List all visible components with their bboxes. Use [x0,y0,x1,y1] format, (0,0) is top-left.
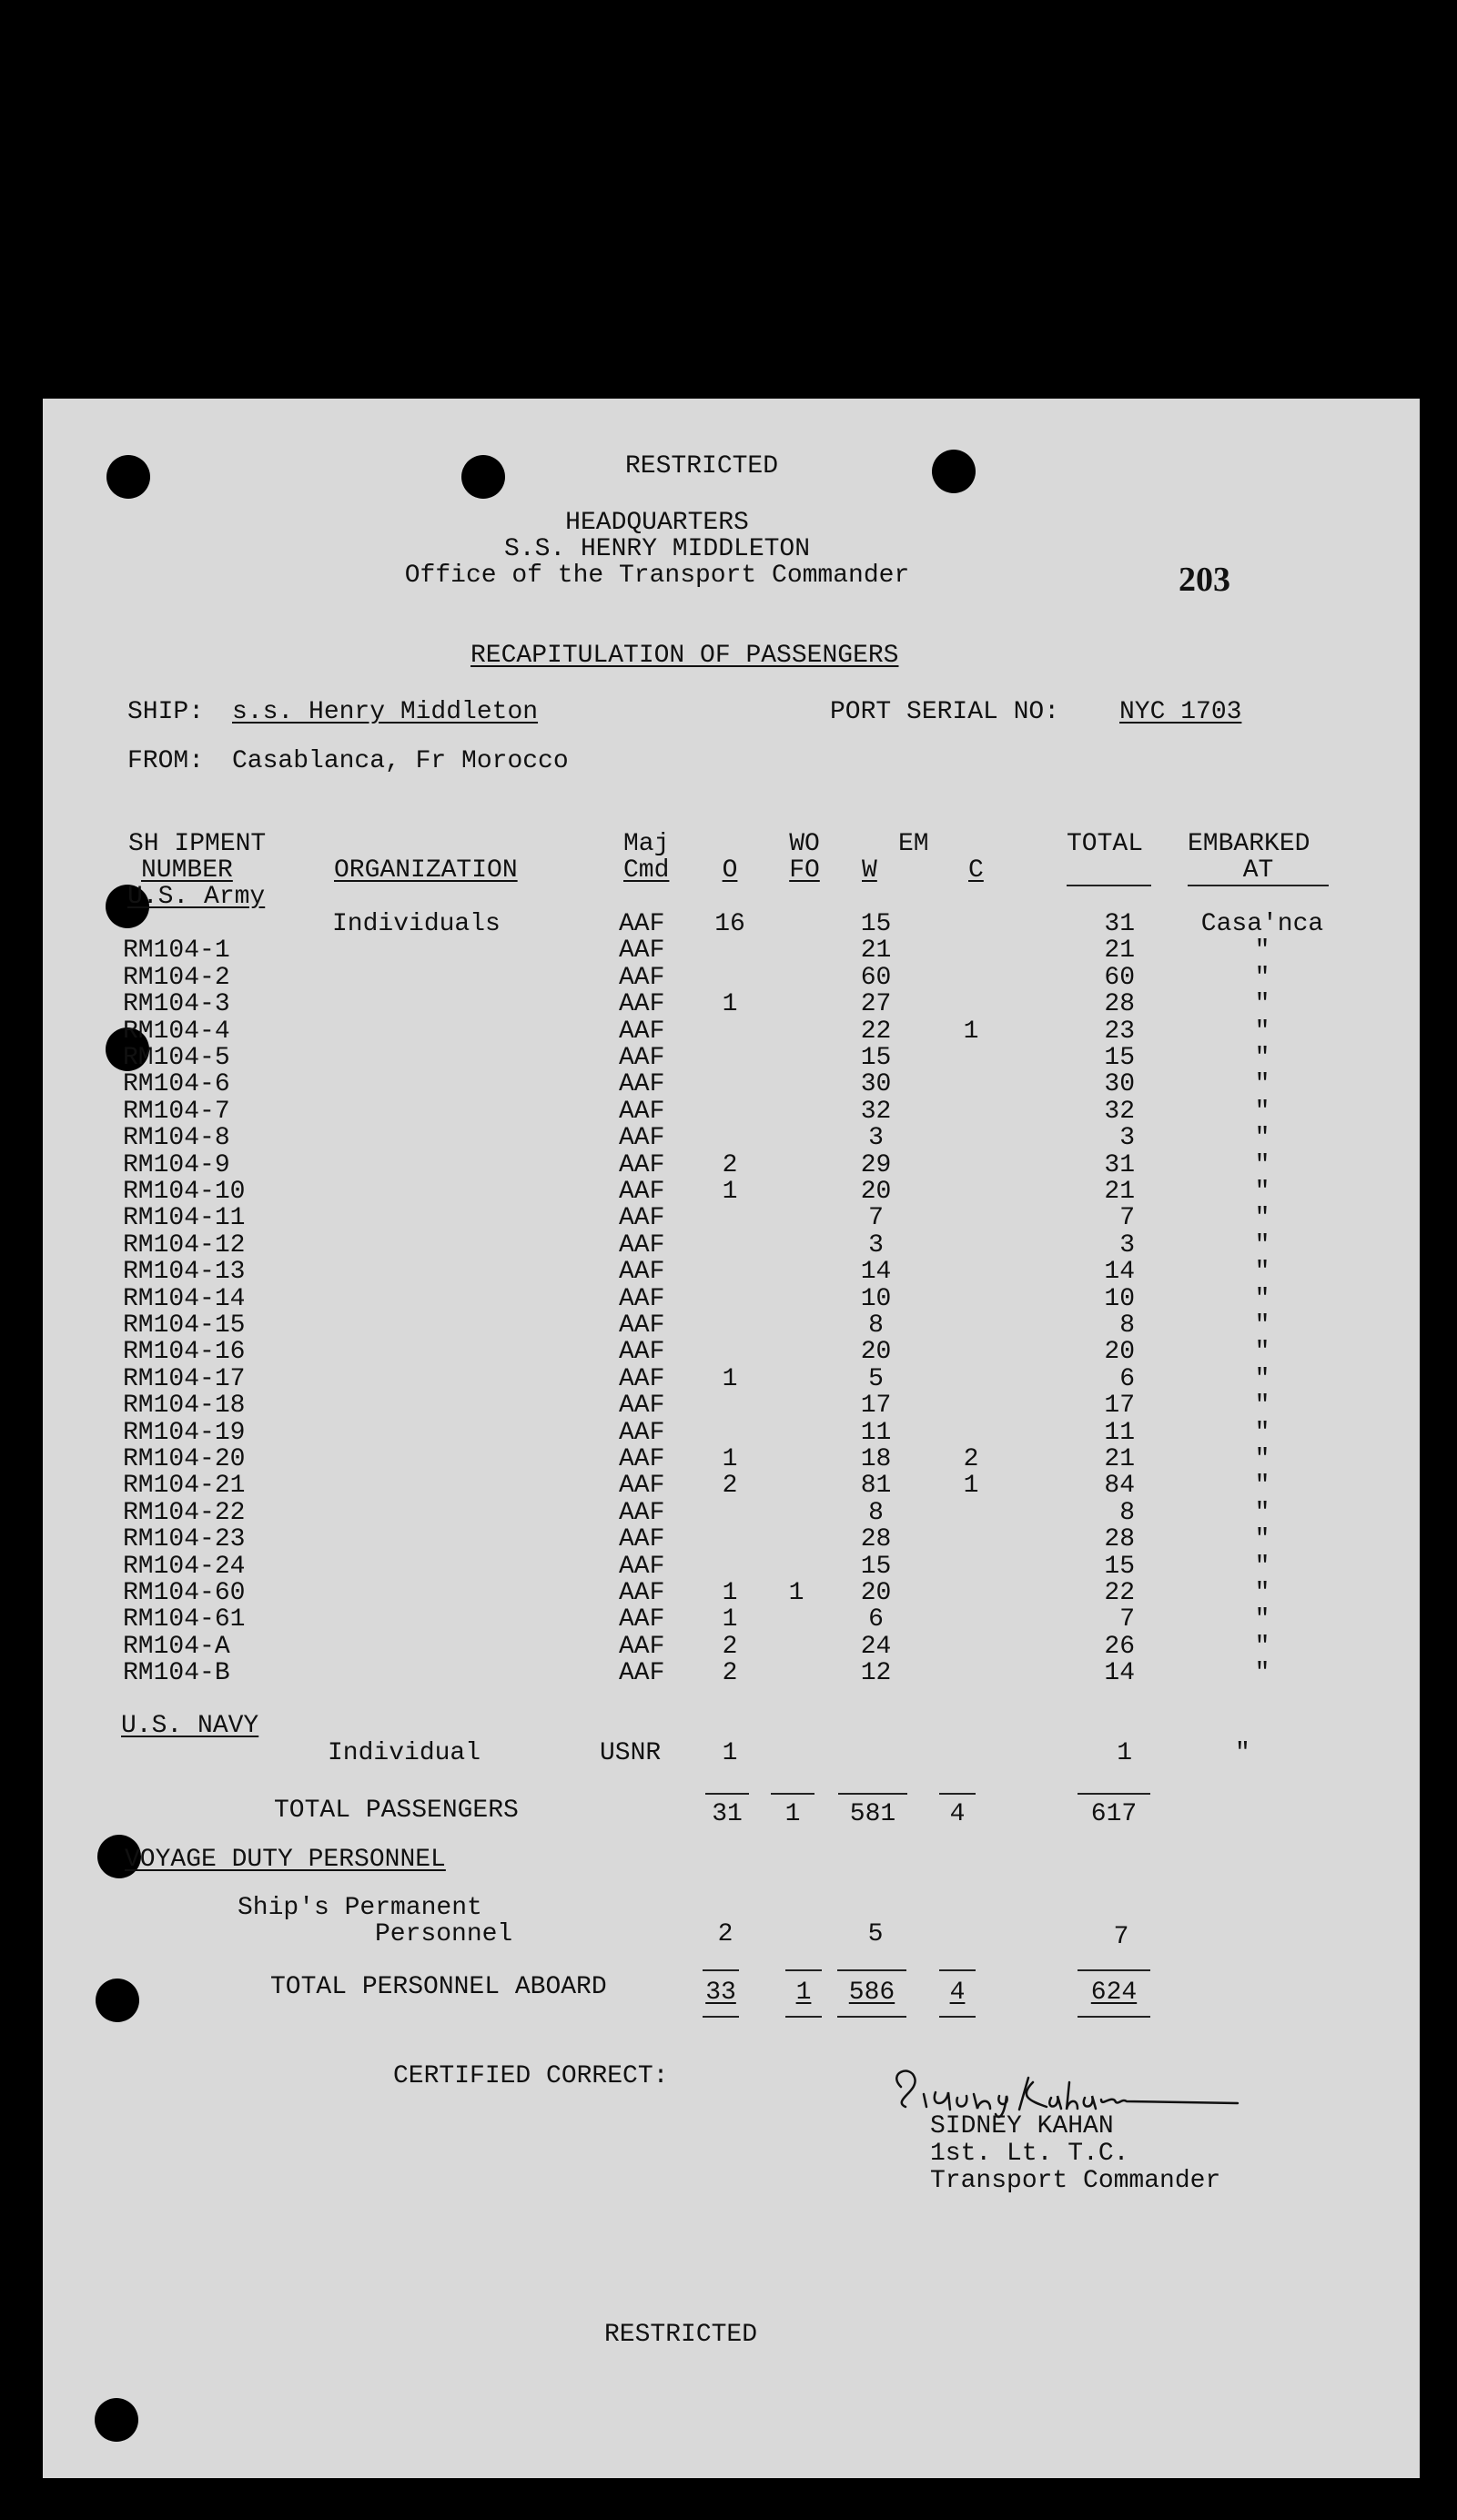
enlisted-white: 60 [860,964,892,992]
total-passengers-c: 4 [949,1800,966,1828]
total-passengers-total: 617 [1090,1800,1138,1828]
row-total: 26 [1104,1633,1135,1661]
shipment-number: RM104-9 [123,1151,230,1179]
shipment-number: RM104-61 [123,1605,246,1634]
col-wo: WO [789,830,820,858]
officers: 1 [722,1605,738,1634]
voyage-label-2: Personnel [375,1920,513,1948]
row-total: 28 [1104,1525,1135,1553]
shipment-number: RM104-11 [123,1204,246,1232]
enlisted-white: 22 [860,1017,892,1046]
embarked-at: " [1254,1258,1270,1286]
navy-embarked: " [1235,1739,1250,1767]
shipment-number: RM104-16 [123,1338,246,1366]
rule [939,1969,976,1971]
voyage-w: 5 [867,1920,884,1948]
embarked-at: " [1254,1285,1270,1313]
row-total: 32 [1104,1098,1135,1126]
enlisted-white: 15 [860,910,892,938]
embarked-at: " [1254,1392,1270,1420]
total-aboard-wo: 1 [795,1979,812,2007]
port-serial-value: NYC 1703 [1119,698,1242,726]
punch-hole [461,455,505,499]
embarked-at: " [1254,1499,1270,1527]
col-at: AT [1242,856,1274,885]
row-total: 3 [1119,1124,1135,1152]
major-command: AAF [619,964,665,992]
embarked-at: " [1254,1098,1270,1126]
row-total: 11 [1104,1419,1135,1447]
embarked-at: " [1254,1579,1270,1607]
officers: 2 [722,1659,738,1687]
enlisted-white: 10 [860,1285,892,1313]
enlisted-white: 8 [868,1311,884,1340]
major-command: AAF [619,1499,665,1527]
officers: 1 [722,1178,738,1206]
enlisted-white: 11 [860,1419,892,1447]
embarked-at: " [1254,1472,1270,1500]
punch-hole [106,455,150,499]
major-command: AAF [619,1392,665,1420]
org-headquarters: HEADQUARTERS [565,509,749,537]
rule [939,1793,976,1795]
shipment-number: RM104-12 [123,1231,246,1260]
col-officers: O [722,856,738,885]
embarked-at: " [1254,1017,1270,1046]
rule [837,2016,906,2018]
enlisted-white: 15 [860,1553,892,1581]
punch-hole [96,1979,139,2022]
restricted-bottom: RESTRICTED [604,2321,758,2349]
enlisted-white: 6 [868,1605,884,1634]
org-office: Office of the Transport Commander [404,562,910,590]
shipment-number: RM104-3 [123,990,230,1018]
officers: 1 [722,1445,738,1473]
enlisted-white: 8 [868,1499,884,1527]
enlisted-white: 81 [860,1472,892,1500]
shipment-number: RM104-7 [123,1098,230,1126]
page-number: 203 [1179,561,1230,599]
row-total: 7 [1119,1204,1135,1232]
enlisted-white: 21 [860,936,892,965]
shipment-number: RM104-15 [123,1311,246,1340]
row-total: 84 [1104,1472,1135,1500]
col-em-w: W [862,856,877,885]
enlisted-white: 29 [860,1151,892,1179]
embarked-at: " [1254,1204,1270,1232]
embarked-at: " [1254,1659,1270,1687]
col-number: NUMBER [141,856,233,885]
officers: 1 [722,1365,738,1393]
row-total: 28 [1104,990,1135,1018]
shipment-number: RM104-17 [123,1365,246,1393]
enlisted-colored: 1 [963,1472,979,1500]
major-command: AAF [619,1633,665,1661]
row-total: 23 [1104,1017,1135,1046]
embarked-at: " [1254,1231,1270,1260]
document-title: RECAPITULATION OF PASSENGERS [470,642,899,670]
major-command: AAF [619,1472,665,1500]
embarked-at: " [1254,1633,1270,1661]
navy-officers: 1 [722,1739,738,1767]
col-majcmd-2: Cmd [623,856,670,885]
section-army: U.S. Army [127,883,266,911]
rule [838,1793,907,1795]
major-command: AAF [619,1044,665,1072]
enlisted-colored: 2 [963,1445,979,1473]
enlisted-white: 30 [860,1070,892,1098]
row-total: 6 [1119,1365,1135,1393]
embarked-at: " [1254,1553,1270,1581]
enlisted-white: 27 [860,990,892,1018]
total-passengers-o: 31 [712,1800,743,1828]
major-command: AAF [619,1231,665,1260]
enlisted-white: 14 [860,1258,892,1286]
enlisted-white: 18 [860,1445,892,1473]
restricted-top: RESTRICTED [625,452,779,481]
row-total: 60 [1104,964,1135,992]
enlisted-white: 20 [860,1338,892,1366]
embarked-at: " [1254,1070,1270,1098]
from-value: Casablanca, Fr Morocco [232,747,569,775]
major-command: AAF [619,1204,665,1232]
major-command: AAF [619,910,665,938]
enlisted-white: 20 [860,1178,892,1206]
enlisted-white: 12 [860,1659,892,1687]
organization: Individuals [332,910,501,938]
shipment-number: RM104-10 [123,1178,246,1206]
major-command: AAF [619,1525,665,1553]
enlisted-white: 32 [860,1098,892,1126]
major-command: AAF [619,1445,665,1473]
navy-org: Individual [328,1739,481,1767]
enlisted-white: 15 [860,1044,892,1072]
enlisted-white: 3 [868,1124,884,1152]
officers: 1 [722,1579,738,1607]
officers: 2 [722,1633,738,1661]
row-total: 7 [1119,1605,1135,1634]
row-total: 30 [1104,1070,1135,1098]
shipment-number: RM104-5 [123,1044,230,1072]
shipment-number: RM104-8 [123,1124,230,1152]
enlisted-white: 3 [868,1231,884,1260]
major-command: AAF [619,936,665,965]
row-total: 17 [1104,1392,1135,1420]
shipment-number: RM104-A [123,1633,230,1661]
total-aboard-o: 33 [705,1979,736,2007]
voyage-total: 7 [1113,1923,1129,1951]
row-total: 31 [1104,910,1135,938]
major-command: AAF [619,1659,665,1687]
shipment-number: RM104-14 [123,1285,246,1313]
ship-value: s.s. Henry Middleton [232,698,539,726]
major-command: AAF [619,1017,665,1046]
shipment-number: RM104-18 [123,1392,246,1420]
row-total: 14 [1104,1258,1135,1286]
total-aboard-label: TOTAL PERSONNEL ABOARD [270,1973,607,2001]
signer-title: Transport Commander [930,2167,1221,2195]
row-total: 10 [1104,1285,1135,1313]
major-command: AAF [619,1285,665,1313]
signer-rank: 1st. Lt. T.C. [930,2140,1129,2168]
rule [1078,1793,1150,1795]
warrant-officers: 1 [788,1579,804,1607]
embarked-at: " [1254,1151,1270,1179]
from-label: FROM: [127,747,205,775]
major-command: AAF [619,990,665,1018]
shipment-number: RM104-6 [123,1070,230,1098]
enlisted-white: 28 [860,1525,892,1553]
officers: 2 [722,1472,738,1500]
rule [785,1969,822,1971]
shipment-number: RM104-20 [123,1445,246,1473]
row-total: 21 [1104,936,1135,965]
major-command: AAF [619,1258,665,1286]
major-command: AAF [619,1178,665,1206]
officers: 16 [714,910,745,938]
embarked-at: " [1254,1338,1270,1366]
officers: 2 [722,1151,738,1179]
org-ship-name: S.S. HENRY MIDDLETON [503,535,811,563]
row-total: 8 [1119,1311,1135,1340]
ship-label: SHIP: [127,698,205,726]
rule [1078,1969,1150,1971]
officers: 1 [722,990,738,1018]
enlisted-white: 5 [868,1365,884,1393]
embarked-at: " [1254,1605,1270,1634]
row-total: 15 [1104,1553,1135,1581]
total-passengers-wo: 1 [784,1800,801,1828]
embarked-at: " [1254,1525,1270,1553]
rule [703,1969,739,1971]
certified-correct-label: CERTIFIED CORRECT: [393,2062,669,2090]
total-aboard-total: 624 [1090,1979,1138,2007]
row-total: 8 [1119,1499,1135,1527]
signer-name: SIDNEY KAHAN [930,2112,1114,2140]
major-command: AAF [619,1151,665,1179]
col-em: EM [898,830,929,858]
document-page [43,399,1420,2478]
embarked-at: " [1254,1044,1270,1072]
embarked-at: Casa'nca [1200,910,1324,938]
row-total: 3 [1119,1231,1135,1260]
shipment-number: RM104-2 [123,964,230,992]
major-command: AAF [619,1365,665,1393]
col-embarked-rule [1188,885,1329,886]
shipment-number: RM104-13 [123,1258,246,1286]
major-command: AAF [619,1338,665,1366]
voyage-label-1: Ship's Permanent [238,1894,482,1922]
total-aboard-c: 4 [949,1979,966,2007]
voyage-officers: 2 [717,1920,734,1948]
major-command: AAF [619,1124,665,1152]
total-passengers-w: 581 [849,1800,896,1828]
rule [703,2016,739,2018]
rule [705,1793,749,1795]
shipment-number: RM104-23 [123,1525,246,1553]
navy-total: 1 [1117,1739,1132,1767]
major-command: AAF [619,1579,665,1607]
col-em-c: C [968,856,984,885]
rule [771,1793,815,1795]
rule [837,1969,906,1971]
row-total: 14 [1104,1659,1135,1687]
row-total: 21 [1104,1445,1135,1473]
col-organization: ORGANIZATION [334,856,518,885]
total-aboard-w: 586 [848,1979,895,2007]
embarked-at: " [1254,1445,1270,1473]
embarked-at: " [1254,1311,1270,1340]
col-total-rule [1067,885,1151,886]
embarked-at: " [1254,1365,1270,1393]
section-voyage-duty: VOYAGE DUTY PERSONNEL [125,1846,446,1874]
section-navy: U.S. NAVY [121,1712,259,1740]
major-command: AAF [619,1311,665,1340]
embarked-at: " [1254,936,1270,965]
shipment-number: RM104-22 [123,1499,246,1527]
total-passengers-label: TOTAL PASSENGERS [274,1796,519,1825]
rule [939,2016,976,2018]
row-total: 22 [1104,1579,1135,1607]
shipment-number: RM104-24 [123,1553,246,1581]
embarked-at: " [1254,1419,1270,1447]
enlisted-white: 24 [860,1633,892,1661]
port-serial-label: PORT SERIAL NO: [830,698,1060,726]
navy-cmd: USNR [600,1739,662,1767]
major-command: AAF [619,1070,665,1098]
embarked-at: " [1254,964,1270,992]
embarked-at: " [1254,990,1270,1018]
shipment-number: RM104-B [123,1659,230,1687]
enlisted-colored: 1 [963,1017,979,1046]
col-total: TOTAL [1067,830,1144,858]
shipment-number: RM104-19 [123,1419,246,1447]
shipment-number: RM104-1 [123,936,230,965]
row-total: 31 [1104,1151,1135,1179]
col-fo: FO [789,856,820,885]
major-command: AAF [619,1419,665,1447]
rule [785,2016,822,2018]
shipment-number: RM104-4 [123,1017,230,1046]
col-majcmd: Maj [623,830,670,858]
row-total: 20 [1104,1338,1135,1366]
enlisted-white: 7 [868,1204,884,1232]
punch-hole [932,450,976,493]
major-command: AAF [619,1098,665,1126]
rule [1078,2016,1150,2018]
embarked-at: " [1254,1178,1270,1206]
punch-hole [95,2398,138,2442]
col-embarked: EMBARKED [1188,830,1310,858]
row-total: 21 [1104,1178,1135,1206]
shipment-number: RM104-21 [123,1472,246,1500]
enlisted-white: 17 [860,1392,892,1420]
embarked-at: " [1254,1124,1270,1152]
col-shipment: SH IPMENT [128,830,267,858]
row-total: 15 [1104,1044,1135,1072]
major-command: AAF [619,1553,665,1581]
major-command: AAF [619,1605,665,1634]
shipment-number: RM104-60 [123,1579,246,1607]
enlisted-white: 20 [860,1579,892,1607]
